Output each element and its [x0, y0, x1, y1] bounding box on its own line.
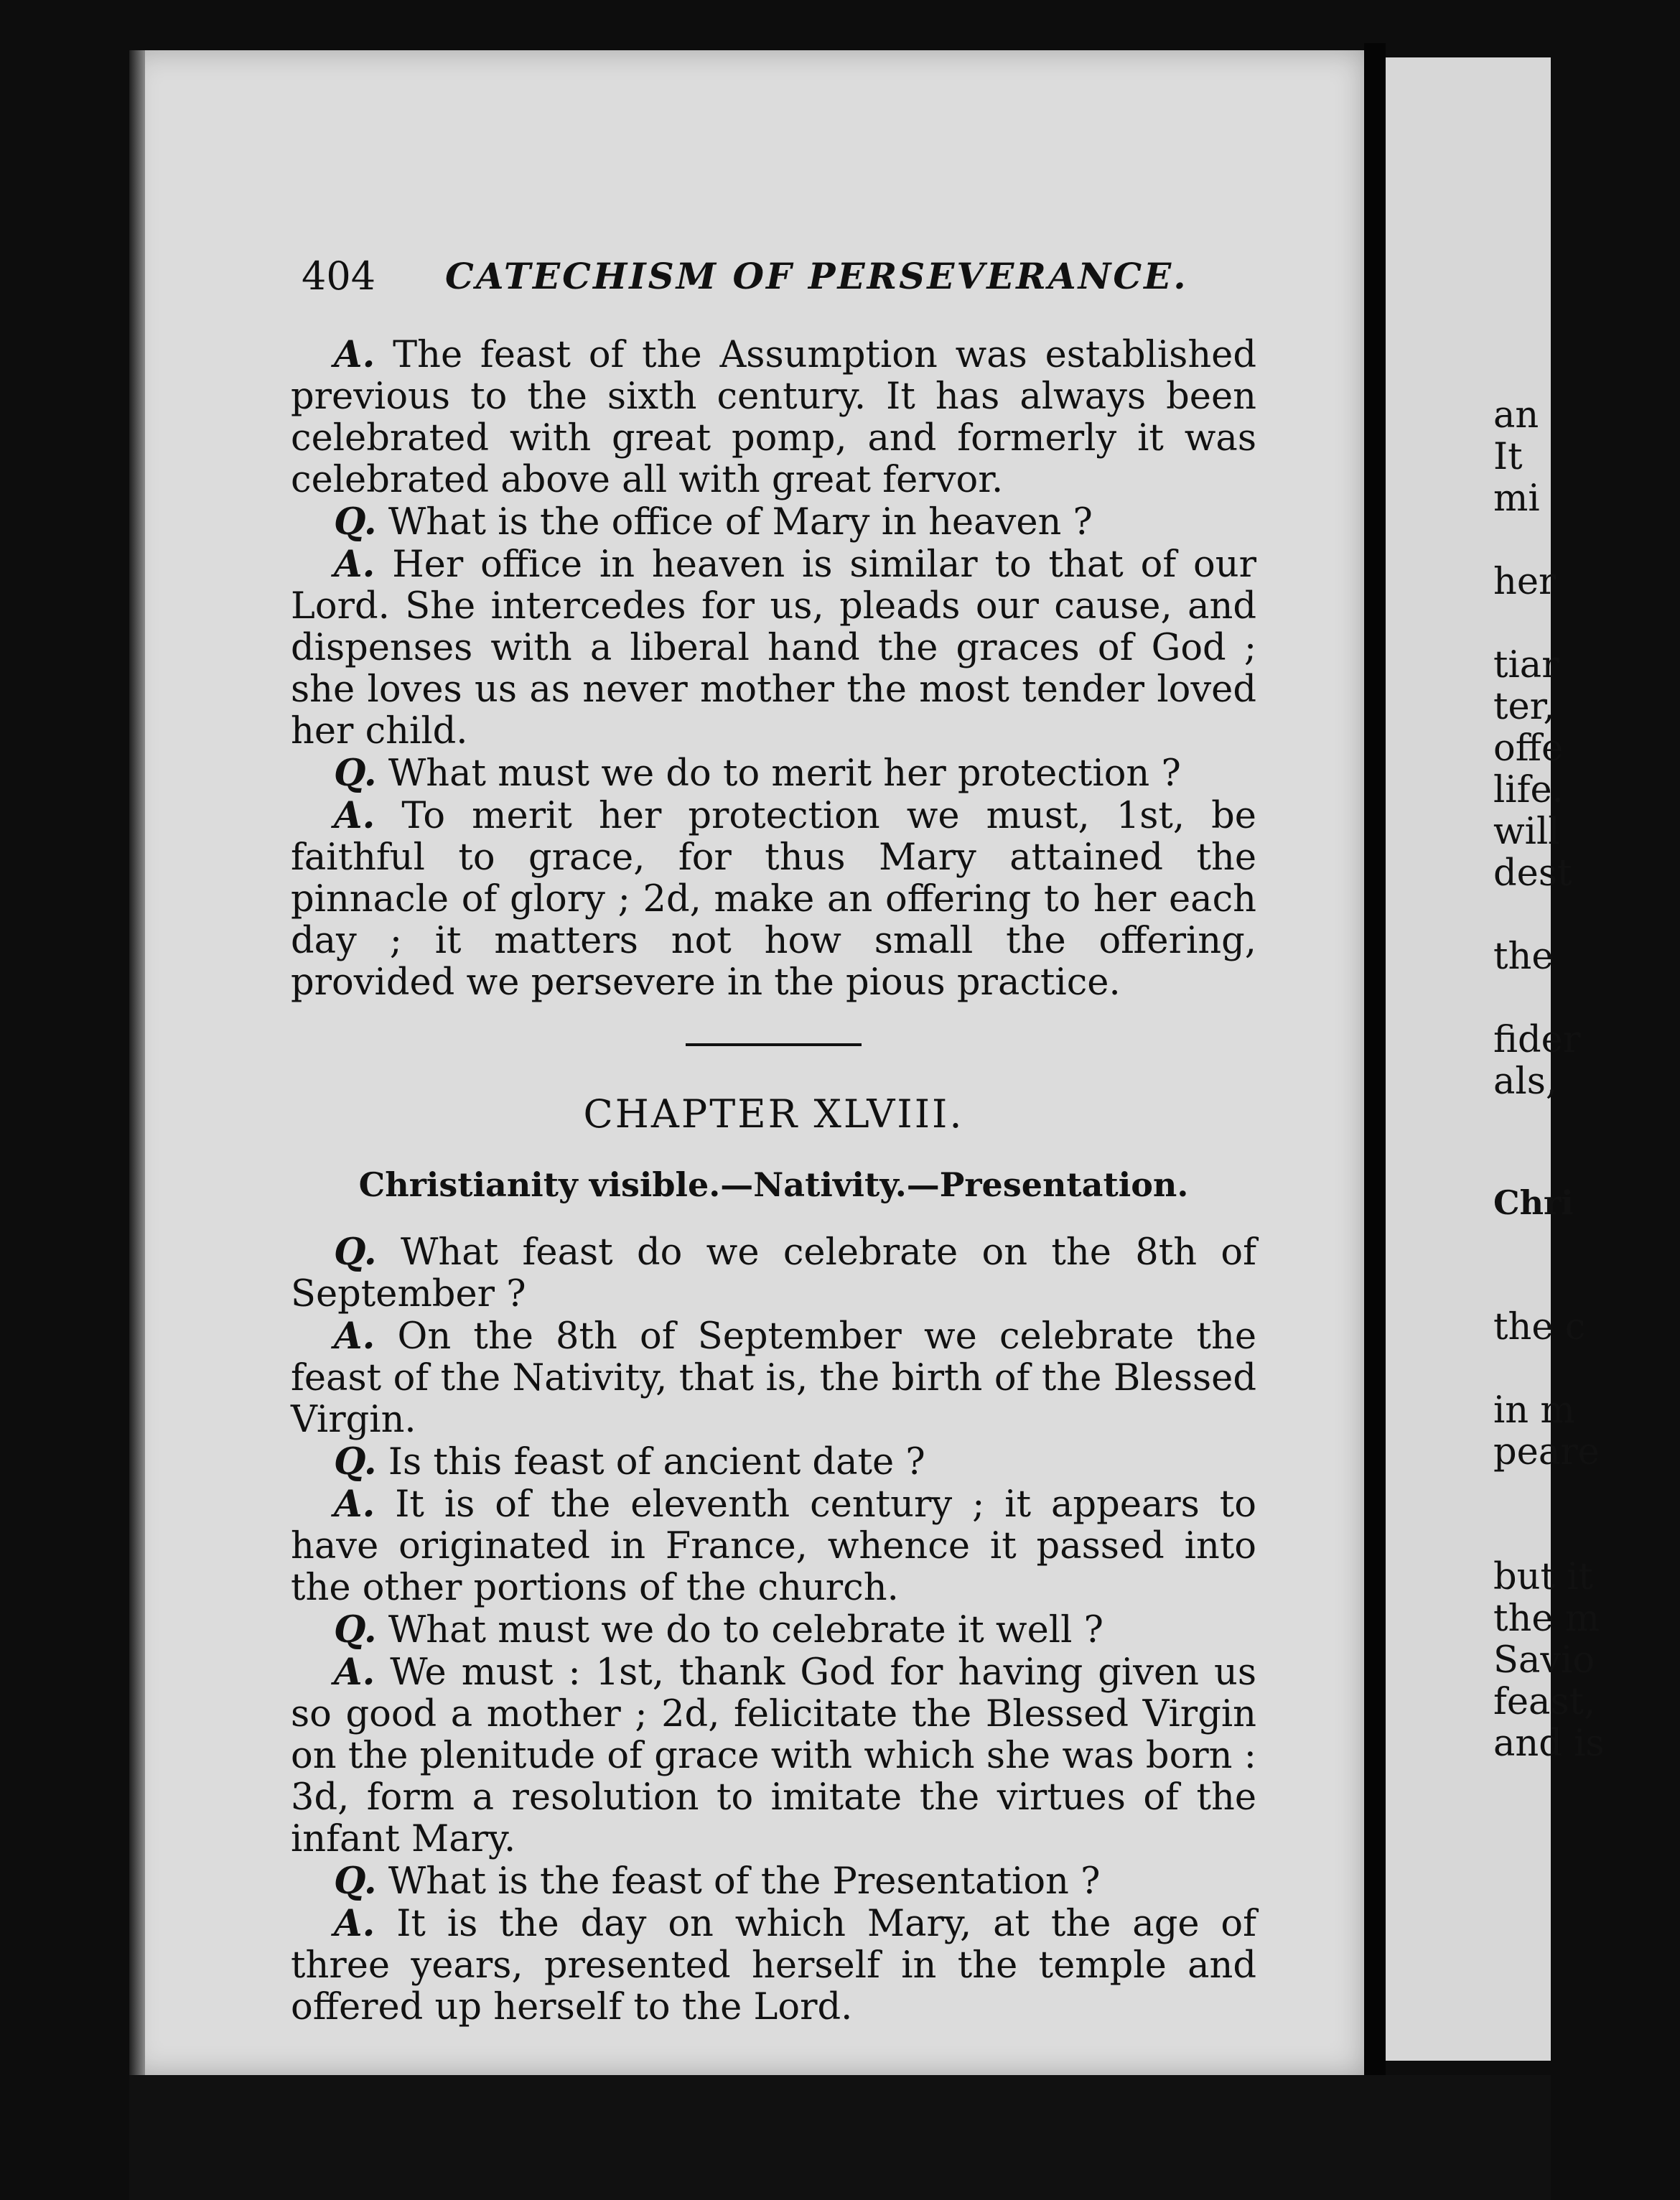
facing-line: als, — [1493, 1061, 1558, 1103]
chapter-section — [291, 1231, 1256, 2028]
qa-text: Is this feast of ancient date ? — [388, 1441, 925, 1483]
facing-line: but it — [1493, 1556, 1594, 1598]
facing-line: the c — [1493, 1306, 1586, 1348]
qa-text: It is the day on which Mary, at the age of three years, presented herself in the temple and offered up herself to the Lord. — [291, 1903, 1256, 2028]
facing-line — [1493, 1265, 1680, 1307]
facing-page — [1386, 57, 1605, 2061]
qa-paragraph — [291, 1231, 1256, 1315]
running-title: CATECHISM OF PERSEVERANCE. — [445, 255, 1188, 297]
qa-paragraph — [291, 544, 1256, 752]
qa-label: Q. — [334, 500, 377, 544]
section-divider — [686, 1043, 862, 1046]
qa-paragraph — [291, 1651, 1256, 1860]
qa-text: It is of the eleventh century ; it appears to have originated in France, whence it passed into the other portions of the church. — [291, 1483, 1256, 1609]
qa-label: A. — [334, 1315, 375, 1358]
chapter-subtitle: Christianity visible.—Nativity.—Presentation. — [358, 1165, 1189, 1204]
qa-text: What feast do we celebrate on the 8th of September ? — [291, 1231, 1256, 1315]
qa-label: Q. — [334, 752, 377, 795]
qa-text: On the 8th of September we celebrate the feast of the Nativity, that is, the birth of the Blessed Virgin. — [291, 1315, 1256, 1441]
qa-paragraph — [291, 1441, 1256, 1483]
facing-line: in m — [1493, 1389, 1575, 1432]
facing-line: will — [1493, 811, 1560, 853]
qa-text: What is the office of Mary in heaven ? — [388, 501, 1093, 544]
qa-paragraph — [291, 1860, 1256, 1903]
qa-label: A. — [334, 333, 375, 376]
qa-paragraph — [291, 501, 1256, 544]
page-number: 404 — [302, 253, 376, 299]
facing-line — [1493, 1515, 1680, 1557]
qa-label: Q. — [334, 1608, 377, 1651]
facing-line: an — [1493, 394, 1539, 437]
qa-text: What is the feast of the Presentation ? — [388, 1860, 1101, 1903]
facing-line: ter, — [1493, 686, 1555, 728]
qa-paragraph — [291, 1483, 1256, 1609]
qa-label: Q. — [334, 1440, 377, 1483]
facing-line: feast, — [1493, 1681, 1596, 1723]
qa-paragraph — [291, 334, 1256, 501]
facing-page-text — [1493, 395, 1680, 1807]
qa-label: Q. — [334, 1860, 377, 1903]
facing-line: dest — [1493, 852, 1572, 895]
qa-label: A. — [334, 1902, 375, 1945]
facing-line — [1493, 520, 1680, 561]
page-header — [302, 248, 1264, 305]
chapter-title: CHAPTER XLVIII. — [583, 1091, 964, 1137]
facing-line — [1493, 1473, 1680, 1515]
qa-label: A. — [334, 1651, 375, 1694]
book-gutter — [1364, 43, 1386, 2082]
qa-label: Q. — [334, 1231, 377, 1274]
qa-text: We must : 1st, thank God for having given us so good a mother ; 2d, felicitate the Blessed Virgin on the plenitude of grace with which she was born : 3d, form a resolution to imitate the virtues of the infant Mary. — [291, 1651, 1256, 1860]
facing-line: Chri — [1493, 1183, 1574, 1222]
page-body — [291, 334, 1256, 2028]
facing-line — [1493, 1348, 1680, 1390]
qa-text: Her office in heaven is similar to that of our Lord. She intercedes for us, pleads our cause, and dispenses with a liberal hand the graces of God ; she loves us as never mother the most tender loved her child. — [291, 544, 1256, 752]
facing-line: fider — [1493, 1019, 1581, 1061]
facing-line: the — [1493, 936, 1554, 978]
facing-line: and is — [1493, 1723, 1605, 1765]
facing-line — [1493, 895, 1680, 936]
qa-paragraph — [291, 1609, 1256, 1651]
facing-line: mi — [1493, 477, 1540, 520]
qa-text: To merit her protection we must, 1st, be faithful to grace, for thus Mary attained the pinnacle of glory ; 2d, make an offering to her each day ; it matters not how small the offering, provided we persevere in the pious practice. — [291, 795, 1256, 1004]
qa-text: What must we do to celebrate it well ? — [388, 1609, 1103, 1651]
qa-label: A. — [334, 1483, 375, 1526]
qa-text: What must we do to merit her protection ? — [388, 752, 1181, 795]
top-section — [291, 334, 1256, 1004]
facing-line: her — [1493, 561, 1557, 603]
qa-text: The feast of the Assumption was established previous to the sixth century. It has always been celebrated with great pomp, and formerly it was celebrated above all with great fervor. — [291, 334, 1256, 501]
scan-border — [129, 2075, 1551, 2200]
facing-gap — [1493, 1103, 1680, 1182]
facing-line — [1493, 1223, 1680, 1265]
qa-paragraph — [291, 1903, 1256, 2028]
facing-line: It — [1493, 436, 1523, 478]
facing-line: tiar — [1493, 644, 1559, 686]
facing-line — [1493, 978, 1680, 1020]
facing-line: Savio — [1493, 1639, 1595, 1682]
qa-paragraph — [291, 1315, 1256, 1441]
facing-line: the m — [1493, 1598, 1600, 1640]
qa-label: A. — [334, 543, 375, 586]
facing-line: peare — [1493, 1431, 1600, 1473]
facing-line: life. — [1493, 769, 1564, 811]
qa-paragraph — [291, 795, 1256, 1004]
facing-line — [1493, 1765, 1680, 1807]
qa-label: A. — [334, 794, 375, 837]
qa-paragraph — [291, 752, 1256, 795]
facing-line — [1493, 603, 1680, 645]
facing-line: offe — [1493, 727, 1564, 770]
